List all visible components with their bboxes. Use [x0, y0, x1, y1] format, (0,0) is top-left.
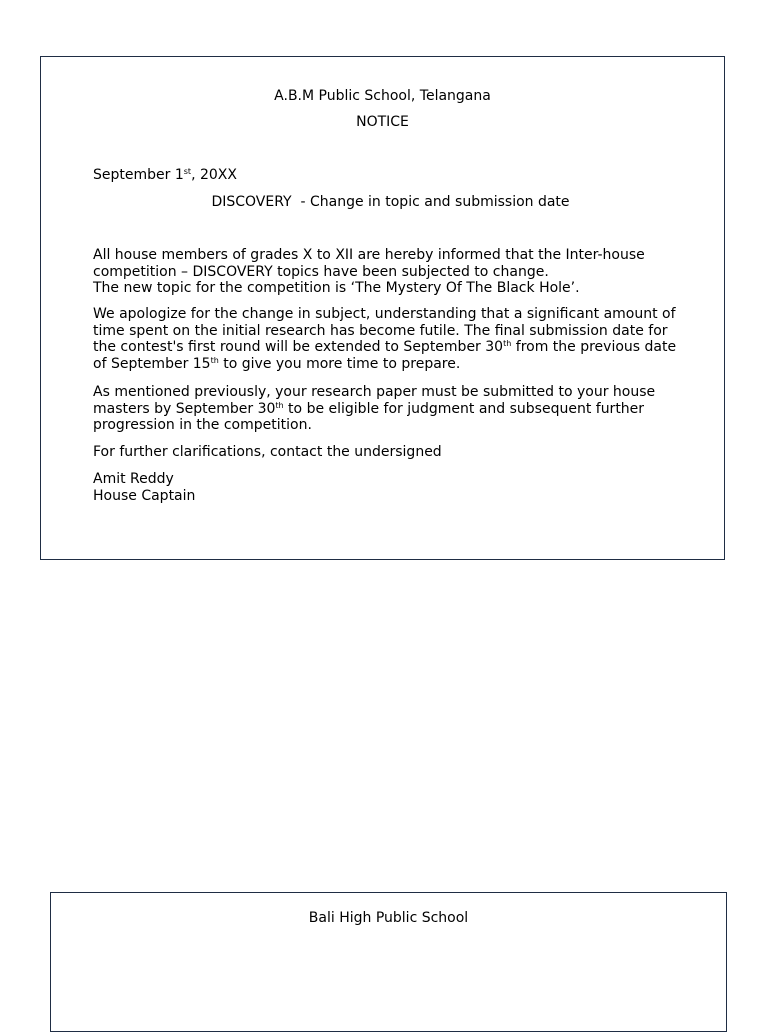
signature-block	[93, 471, 693, 504]
date-year: , 20XX	[191, 167, 237, 183]
announcement-line-2: The new topic for the competition is ‘The Mystery Of The Black Hole’.	[93, 280, 580, 297]
notice-subject: DISCOVERY - Change in topic and submission date	[211, 194, 570, 210]
paragraph-submission	[93, 384, 693, 434]
signature-title: House Captain	[93, 487, 196, 504]
notice-card	[40, 56, 725, 560]
submission-text-2: to be eligible for judgment and subsequent further progression in the competition.	[93, 400, 645, 434]
date-day: September 1	[93, 167, 184, 183]
announcement-line-1: All house members of grades X to XII are hereby informed that the Inter-house competition – DISCOVERY topics have been subjected to change.	[93, 247, 645, 280]
apology-text-3: to give you more time to prepare.	[218, 355, 461, 372]
paragraph-contact: For further clarifications, contact the undersigned	[93, 444, 442, 460]
apology-text-2: from the previous date of September 15	[93, 339, 677, 372]
paragraph-apology	[93, 306, 693, 372]
submission-text-1: As mentioned previously, your research paper must be submitted to your house masters by September 30	[93, 384, 656, 417]
apology-text-1: We apologize for the change in subject, understanding that a significant amount of time spent on the initial research has become futile. The final submission date for the contest's first round will be extended to September 30	[93, 306, 676, 356]
second-school-name: Bali High Public School	[308, 910, 469, 926]
apology-sup-2: th	[210, 355, 219, 365]
submission-sup: th	[275, 400, 284, 410]
apology-sup-1: th	[503, 339, 512, 349]
notice-heading: NOTICE	[356, 114, 409, 130]
paragraph-announcement	[93, 247, 693, 297]
signature-name: Amit Reddy	[93, 471, 174, 487]
date-suffix: st	[183, 167, 192, 176]
school-name: A.B.M Public School, Telangana	[274, 88, 491, 104]
notice-date	[93, 167, 237, 184]
second-notice-card	[50, 892, 727, 1032]
